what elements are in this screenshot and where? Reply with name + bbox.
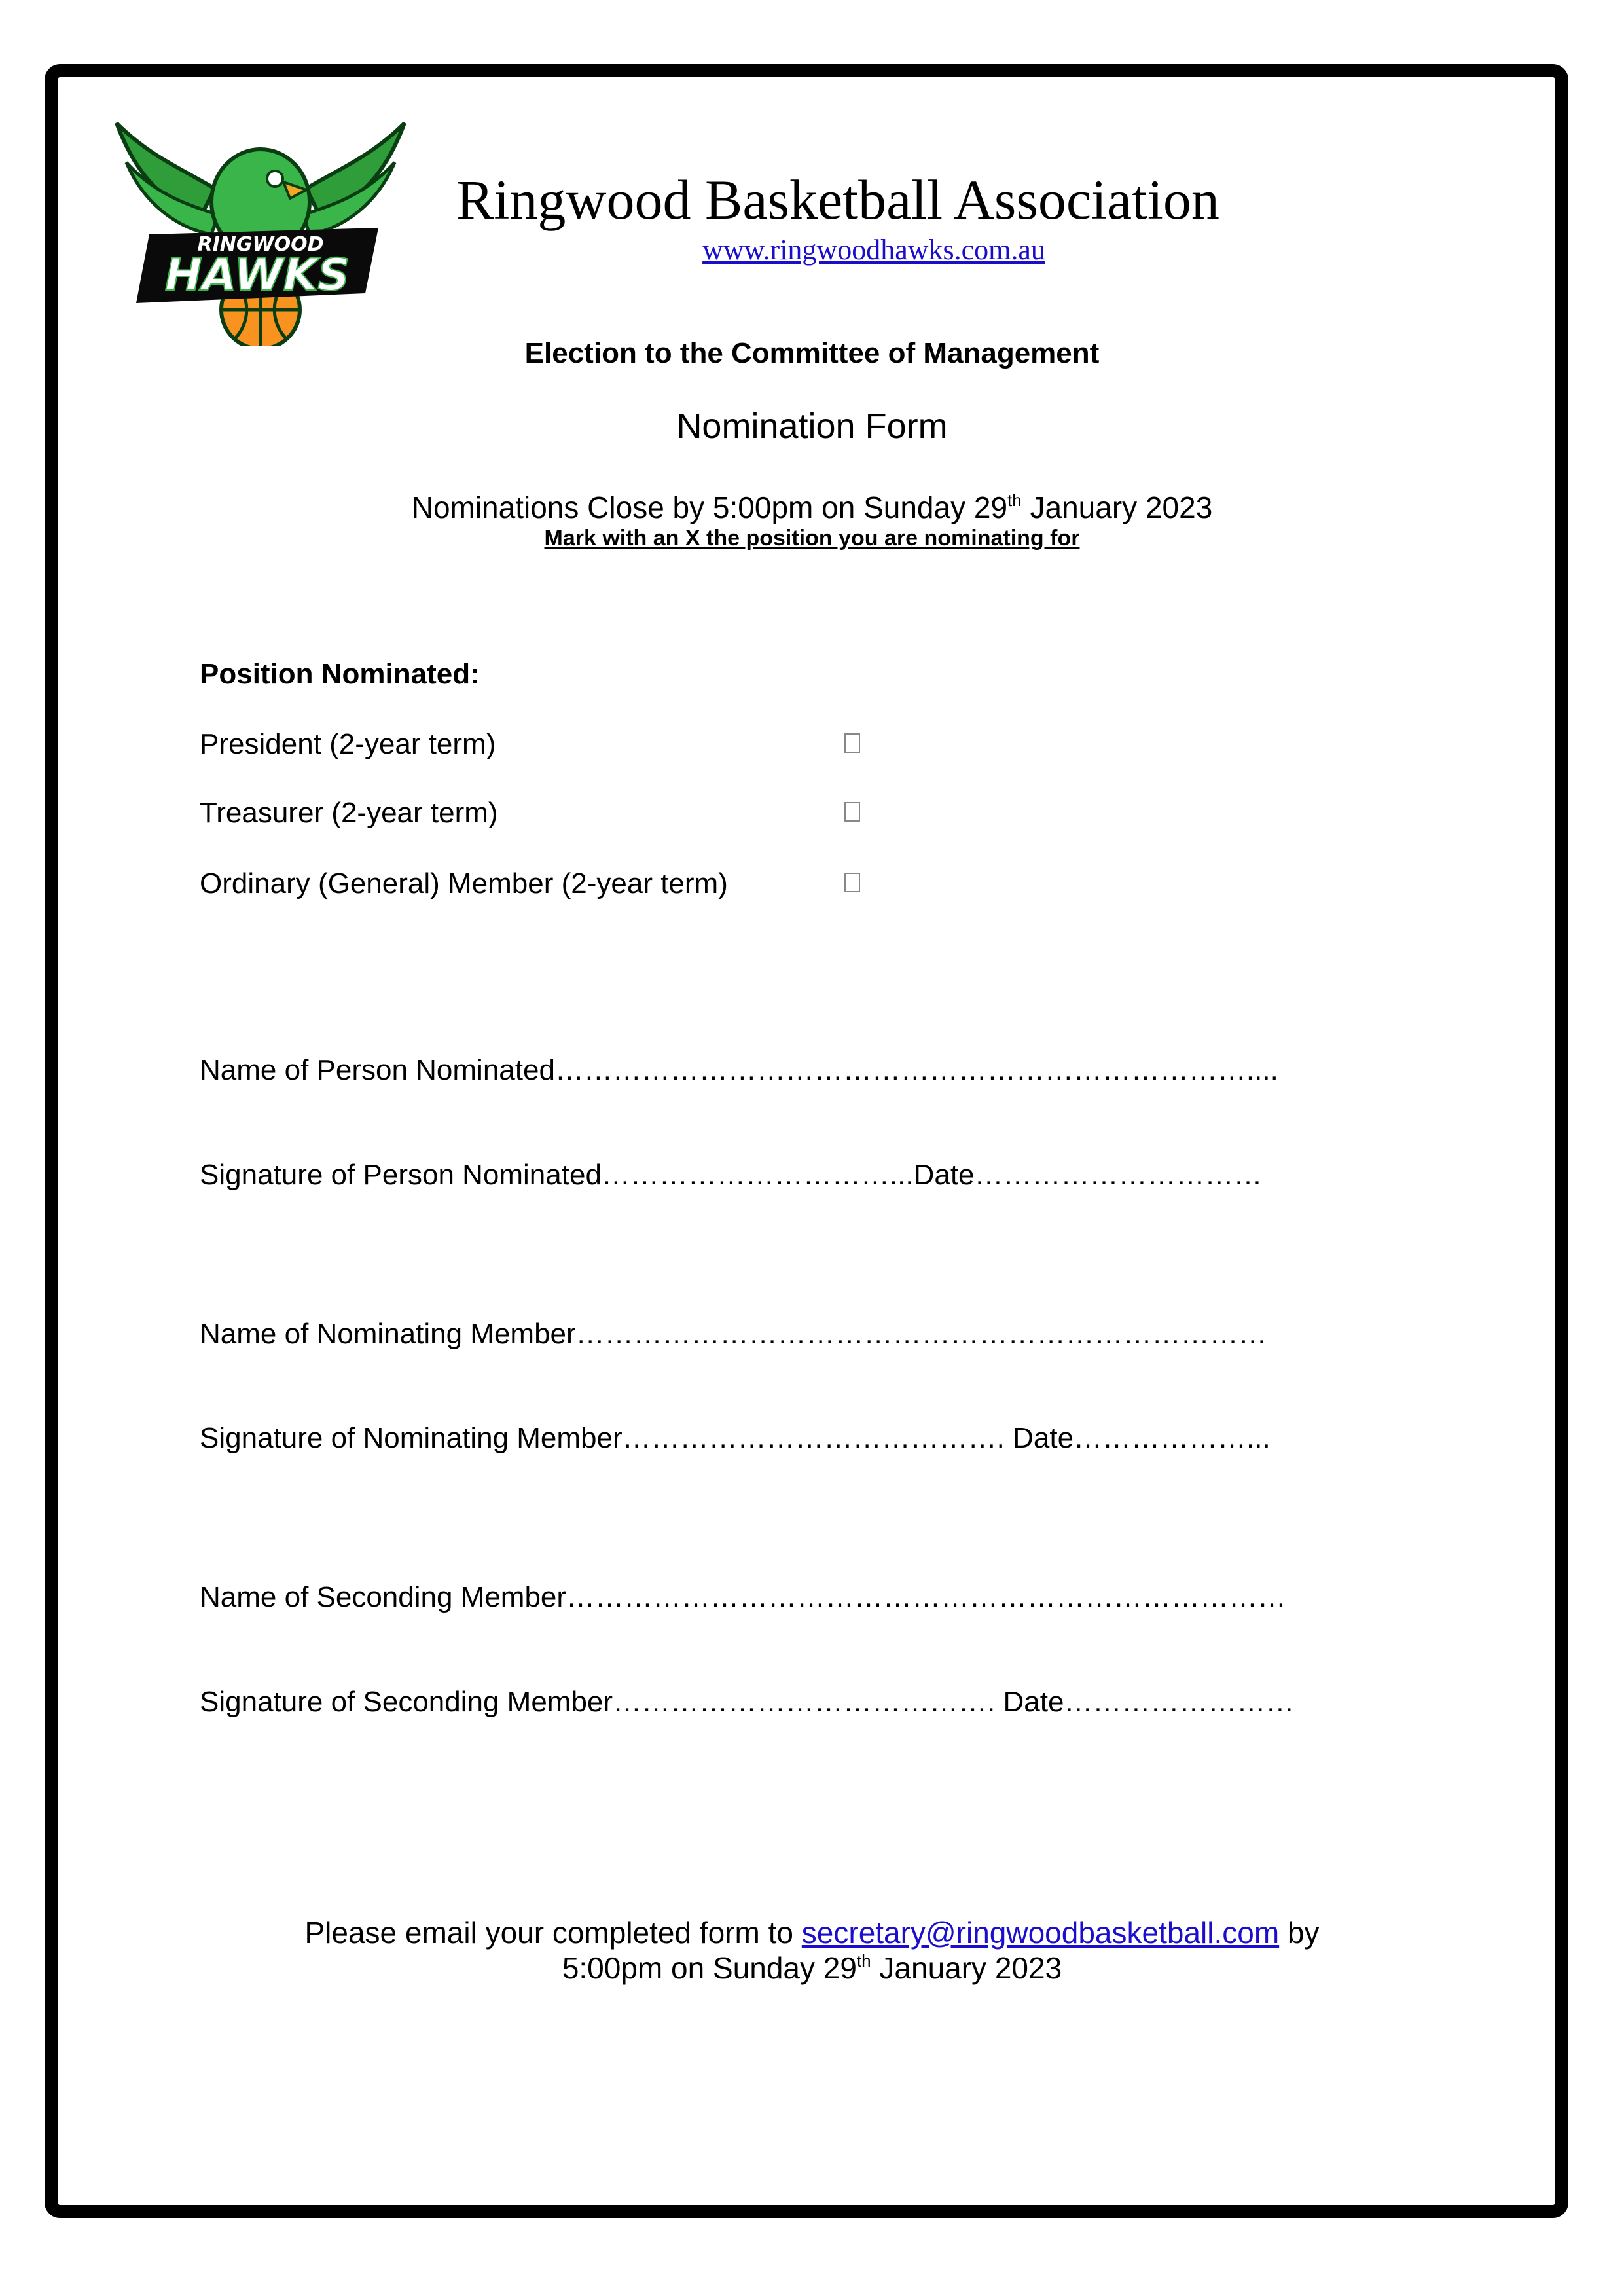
instruction-text: Mark with an X the position you are nominating for [544, 526, 1080, 551]
person-signature-field[interactable]: Signature of Person Nominated…………………………...Date………………………… [200, 1159, 1263, 1191]
seconder-signature-field[interactable]: Signature of Seconding Member…………………………………. Date…………………… [200, 1686, 1295, 1718]
position-label-president: President (2-year term) [200, 728, 496, 760]
svg-text:HAWKS: HAWKS [164, 249, 350, 301]
person-name-field[interactable]: Name of Person Nominated……………………………………………………………….... [200, 1054, 1278, 1086]
close-notice: Nominations Close by 5:00pm on Sunday 29th January 2023 [411, 490, 1213, 524]
form-title: Nomination Form [676, 407, 948, 446]
treasurer-checkbox[interactable] [844, 802, 860, 822]
svg-text:RINGWOOD: RINGWOOD [197, 233, 324, 256]
nominator-name-field[interactable]: Name of Nominating Member……………………………………………………………… [200, 1318, 1267, 1350]
organisation-name: Ringwood Basketball Association [456, 168, 1219, 231]
footer-note: Please email your completed form to secretary@ringwoodbasketball.com by 5:00pm on Sunday 29th January 2023 [304, 1916, 1320, 1985]
website-link[interactable]: www.ringwoodhawks.com.au [702, 234, 1045, 266]
president-checkbox[interactable] [844, 733, 860, 753]
ordinary-member-checkbox[interactable] [844, 873, 860, 892]
position-label-ordinary-member: Ordinary (General) Member (2-year term) [200, 867, 728, 900]
election-heading: Election to the Committee of Management [524, 337, 1100, 369]
nominator-signature-field[interactable]: Signature of Nominating Member…………………………………. Date………………... [200, 1422, 1271, 1454]
position-label-treasurer: Treasurer (2-year term) [200, 797, 498, 829]
seconder-name-field[interactable]: Name of Seconding Member………………………………………………………………… [200, 1581, 1287, 1613]
page-border [45, 64, 1568, 2218]
position-heading: Position Nominated: [200, 658, 480, 690]
secretary-email-link[interactable]: secretary@ringwoodbasketball.com [801, 1916, 1280, 1950]
